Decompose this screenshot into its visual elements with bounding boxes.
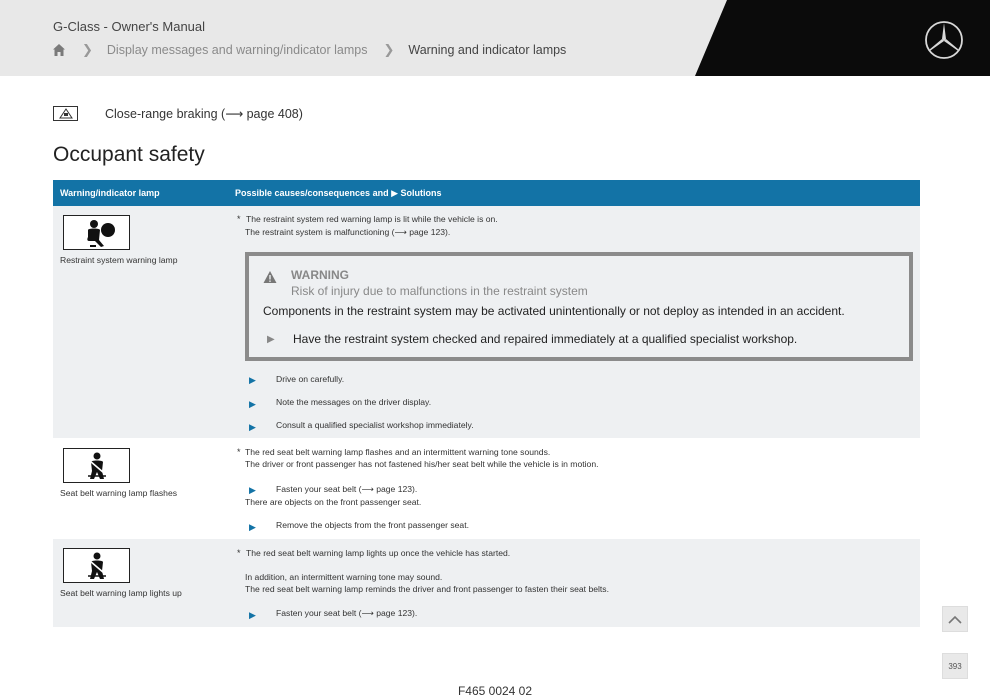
cause-bullet: * bbox=[237, 447, 241, 457]
warning-title: WARNING bbox=[291, 268, 349, 282]
chevron-right-icon: ❯ bbox=[82, 42, 93, 57]
close-range-braking-icon bbox=[53, 106, 78, 121]
breadcrumb-link[interactable]: Display messages and warning/indicator lamps bbox=[106, 43, 368, 57]
solution-arrow-icon: ▶ bbox=[249, 485, 256, 495]
breadcrumb bbox=[52, 41, 566, 59]
solution-arrow-icon: ▶ bbox=[249, 375, 256, 385]
solution-text: Fasten your seat belt (⟶ page 123). bbox=[276, 484, 418, 494]
restraint-system-lamp-icon bbox=[63, 215, 130, 250]
warning-lamp-table bbox=[53, 180, 920, 627]
cause-text: The red seat belt warning lamp lights up once the vehicle has started. bbox=[246, 548, 511, 558]
warning-box bbox=[245, 252, 913, 361]
solution-text: Remove the objects from the front passenger seat. bbox=[276, 520, 469, 530]
table-header bbox=[53, 180, 920, 206]
cause-text: The red seat belt warning lamp reminds the driver and front passenger to fasten their seat belts. bbox=[245, 584, 609, 594]
warning-triangle-icon bbox=[263, 270, 277, 284]
breadcrumb-current: Warning and indicator lamps bbox=[408, 43, 567, 57]
cause-text: There are objects on the front passenger seat. bbox=[245, 497, 422, 507]
solution-text: Drive on carefully. bbox=[276, 374, 345, 384]
table-row bbox=[53, 539, 920, 627]
back-to-top-button[interactable] bbox=[942, 606, 968, 632]
reference-text[interactable]: Close-range braking (⟶ page 408) bbox=[105, 107, 303, 121]
home-icon[interactable] bbox=[52, 43, 66, 57]
lamp-caption: Seat belt warning lamp lights up bbox=[60, 588, 182, 598]
cause-text: The red seat belt warning lamp flashes and an intermittent warning tone sounds. bbox=[245, 447, 551, 457]
lamp-caption: Seat belt warning lamp flashes bbox=[60, 488, 178, 498]
section-title: Occupant safety bbox=[53, 143, 205, 166]
table-row bbox=[53, 206, 920, 438]
cause-text: The restraint system is malfunctioning (⟶ page 123). bbox=[245, 227, 451, 237]
warning-subtitle: Risk of injury due to malfunctions in the restraint system bbox=[291, 284, 588, 298]
chevron-right-icon: ❯ bbox=[383, 42, 395, 57]
mercedes-star-logo[interactable] bbox=[924, 20, 964, 60]
cause-bullet: * bbox=[237, 548, 241, 558]
header bbox=[0, 0, 990, 76]
warning-body: Components in the restraint system may be activated unintentionally or not deploy as intended in an accident. bbox=[263, 304, 845, 318]
chevron-up-icon bbox=[948, 615, 962, 624]
solution-arrow-icon: ▶ bbox=[249, 522, 256, 532]
manual-title: G-Class - Owner's Manual bbox=[53, 19, 206, 34]
lamp-caption: Restraint system warning lamp bbox=[60, 255, 178, 265]
solution-arrow-icon: ▶ bbox=[249, 422, 256, 432]
warning-action: Have the restraint system checked and repaired immediately at a qualified specialist workshop. bbox=[293, 332, 798, 346]
seat-belt-lamp-icon bbox=[63, 548, 130, 583]
solution-arrow-icon: ▶ bbox=[249, 399, 256, 409]
reference-row bbox=[53, 106, 303, 121]
cause-text: The driver or front passenger has not fastened his/her seat belt while the vehicle is in motion. bbox=[245, 459, 599, 469]
cause-text: The restraint system red warning lamp is lit while the vehicle is on. bbox=[246, 214, 498, 224]
solution-arrow-icon: ▶ bbox=[249, 610, 256, 620]
column-header-causes: Possible causes/consequences and ▶ Solutions bbox=[235, 188, 442, 198]
solution-text: Fasten your seat belt (⟶ page 123). bbox=[276, 608, 418, 618]
footer-code: F465 0024 02 bbox=[457, 684, 533, 698]
table-row bbox=[53, 438, 920, 539]
page-number-button[interactable]: 393 bbox=[942, 653, 968, 679]
column-header-lamp: Warning/indicator lamp bbox=[60, 188, 160, 198]
seat-belt-lamp-icon bbox=[63, 448, 130, 483]
solution-text: Consult a qualified specialist workshop immediately. bbox=[276, 420, 474, 430]
cause-text: In addition, an intermittent warning tone may sound. bbox=[245, 572, 443, 582]
solution-text: Note the messages on the driver display. bbox=[276, 397, 432, 407]
cause-bullet: * bbox=[237, 214, 241, 224]
solution-arrow-icon: ▶ bbox=[267, 334, 275, 345]
